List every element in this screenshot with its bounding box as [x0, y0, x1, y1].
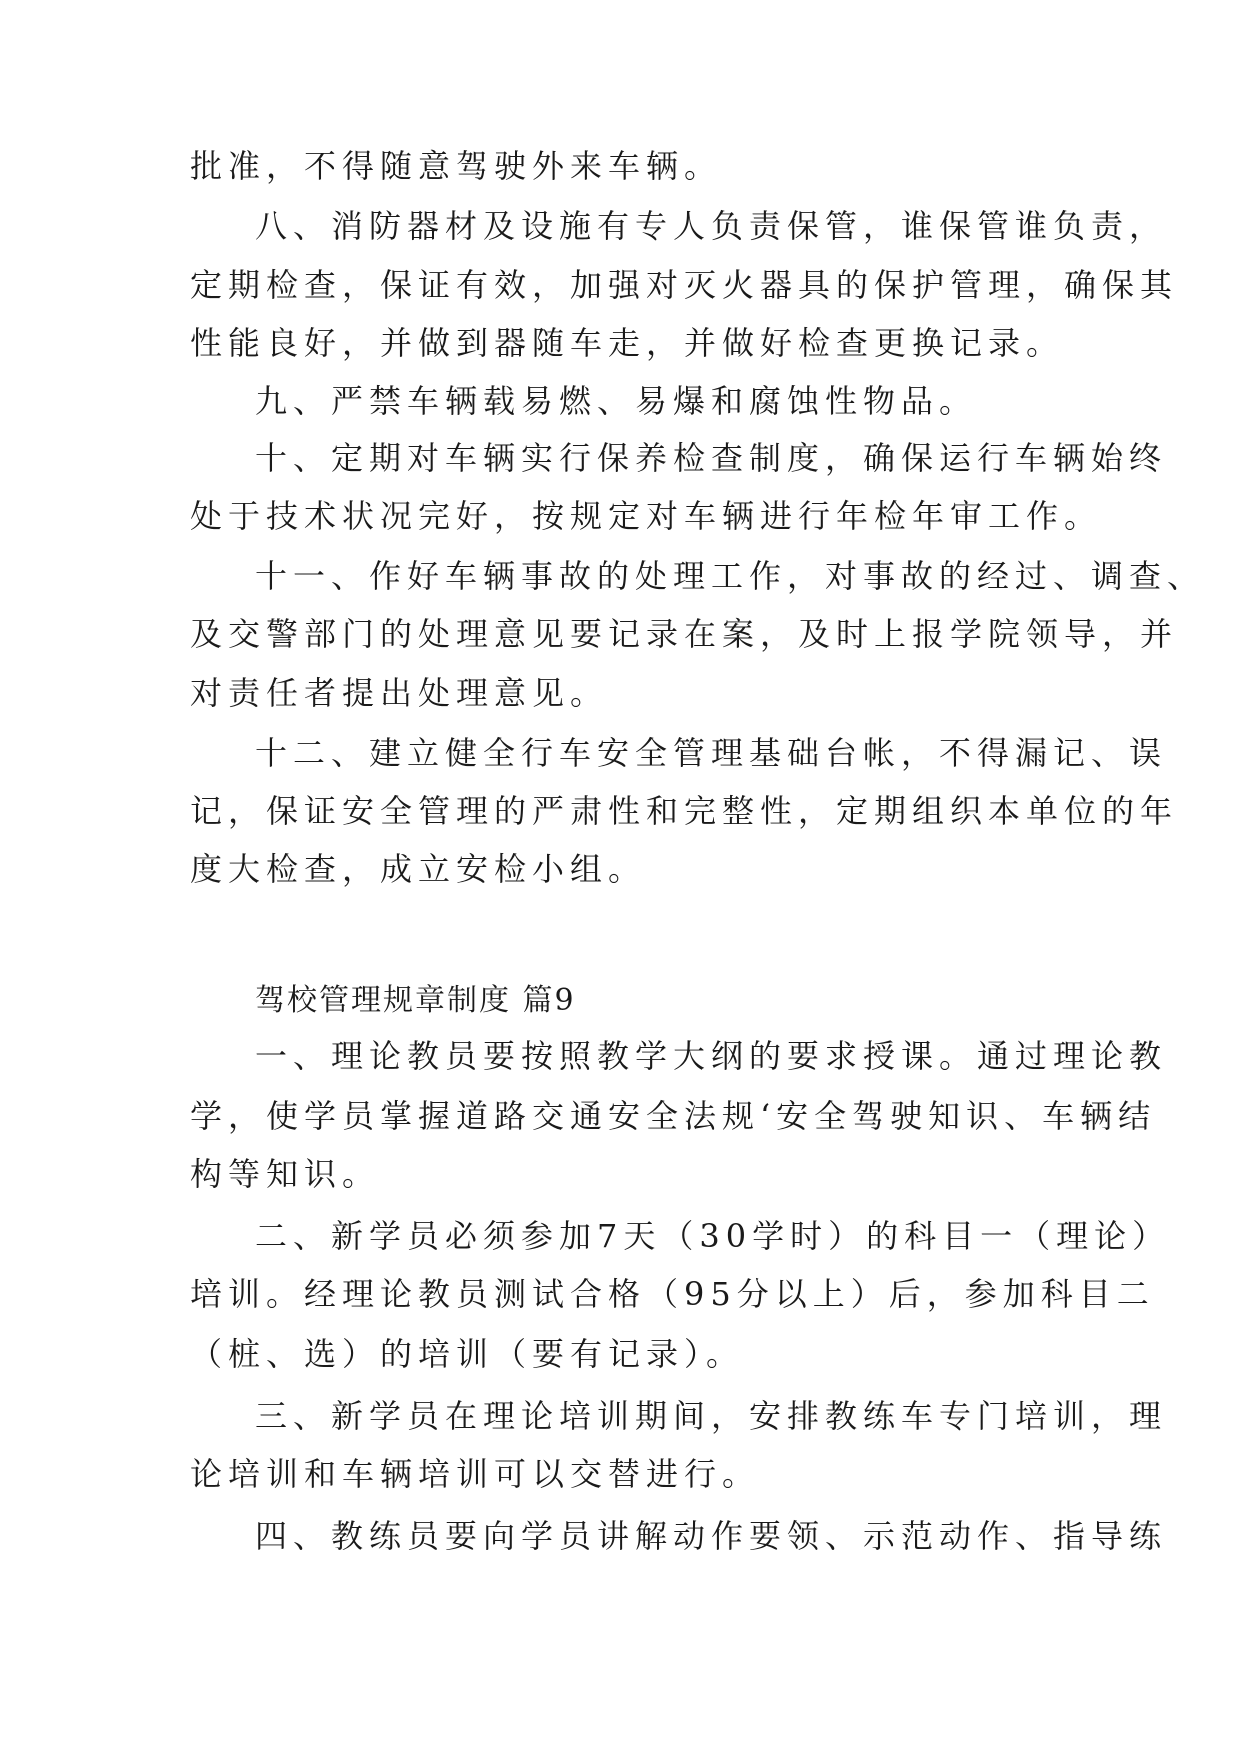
text-line: 九、严禁车辆载易燃、易爆和腐蚀性物品。	[255, 382, 978, 420]
text-line: 论培训和车辆培训可以交替进行。	[190, 1455, 761, 1493]
text-line: 培训。经理论教员测试合格（95分以上）后，参加科目二	[190, 1275, 1155, 1313]
text-line: 对责任者提出处理意见。	[190, 674, 609, 712]
text-line: 一、理论教员要按照教学大纲的要求授课。通过理论教	[255, 1037, 1168, 1075]
text-line: 记，保证安全管理的严肃性和完整性，定期组织本单位的年	[190, 792, 1179, 830]
text-line: 处于技术状况完好，按规定对车辆进行年检年审工作。	[190, 497, 1103, 535]
text-line: 定期检查，保证有效，加强对灭火器具的保护管理，确保其	[190, 266, 1179, 304]
text-line: 四、教练员要向学员讲解动作要领、示范动作、指导练	[255, 1517, 1168, 1555]
section-heading: 驾校管理规章制度 篇9	[255, 983, 576, 1018]
text-line: 十一、作好车辆事故的处理工作，对事故的经过、调查、	[255, 557, 1206, 595]
text-line: 学，使学员掌握道路交通安全法规‘安全驾驶知识、车辆结	[190, 1097, 1157, 1135]
text-line: 八、消防器材及设施有专人负责保管，谁保管谁负责，	[255, 207, 1168, 245]
text-line: 十二、建立健全行车安全管理基础台帐，不得漏记、误	[255, 734, 1168, 772]
text-line: 二、新学员必须参加7天（30学时）的科目一（理论）	[255, 1217, 1171, 1255]
text-line: 构等知识。	[190, 1155, 381, 1193]
text-line: 度大检查，成立安检小组。	[190, 850, 647, 888]
text-line: 及交警部门的处理意见要记录在案，及时上报学院领导，并	[190, 615, 1179, 653]
text-line: 十、定期对车辆实行保养检查制度，确保运行车辆始终	[255, 439, 1168, 477]
text-line: 三、新学员在理论培训期间，安排教练车专门培训，理	[255, 1397, 1168, 1435]
text-line: 性能良好，并做到器随车走，并做好检查更换记录。	[190, 324, 1065, 362]
text-line: 批准，不得随意驾驶外来车辆。	[190, 147, 723, 185]
text-line: （桩、选）的培训（要有记录）。	[190, 1335, 745, 1373]
